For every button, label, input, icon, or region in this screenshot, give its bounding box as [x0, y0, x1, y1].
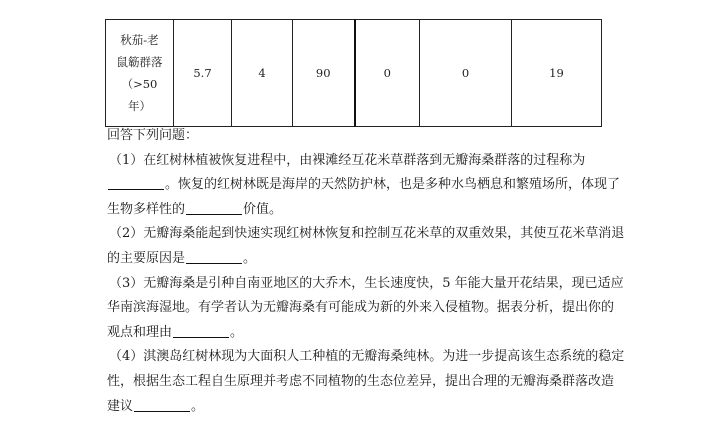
table-cell: 90: [293, 20, 355, 127]
community-name-line: 年）: [128, 99, 151, 113]
question-2-line-1: （2）无瓣海桑能起到快速实现红树林恢复和控制互花米草的双重效果，其使互花米草消退: [109, 226, 625, 242]
community-name-cell: [106, 20, 174, 127]
table-cell: 4: [232, 20, 293, 127]
question-3-line-3: [107, 321, 667, 346]
community-data-table: [105, 19, 602, 127]
community-name-line: （>50: [121, 77, 158, 91]
question-1-text: 。恢复的红树林既是海岸的天然防护林，也是多种水鸟栖息和繁殖场所，体现了: [165, 177, 621, 193]
question-2-text: 。: [243, 250, 257, 266]
community-name-line: 鼠簕群落: [116, 55, 163, 69]
question-1-line-3: [107, 198, 667, 223]
table-row: [106, 20, 602, 127]
question-3-line-2: 华南滨海湿地。有学者认为无瓣海桑有可能成为新的外来入侵植物。据表分析，提出你的: [107, 300, 615, 316]
answer-blank-4[interactable]: [134, 397, 190, 412]
question-4-line-2: 性，根据生态工程自生原理并考虑不同植物的生态位差异，提出合理的无瓣海桑群落改造: [107, 373, 615, 389]
questions-section: [107, 124, 667, 419]
community-name-line: 秋茄-老: [120, 33, 159, 47]
question-4-text: 。: [191, 398, 205, 414]
answer-blank-1a[interactable]: [108, 175, 164, 190]
question-1-line-2: [107, 173, 667, 198]
question-4-text: 建议: [107, 398, 134, 414]
question-3-text: 观点和理由: [107, 324, 173, 340]
question-1-text: 价值。: [243, 201, 283, 217]
answer-blank-3[interactable]: [173, 323, 229, 338]
table-cell: 0: [355, 20, 420, 127]
table-cell: 0: [420, 20, 512, 127]
table-cell: 5.7: [174, 20, 232, 127]
table-cell: 19: [512, 20, 602, 127]
question-3-line-1: （3）无瓣海桑是引种自南亚地区的大乔木，生长速度快，5 年能大量开花结果，现已适应: [109, 275, 624, 291]
question-3-text: 。: [230, 324, 244, 340]
question-2-line-2: [107, 247, 667, 272]
question-2-text: 的主要原因是: [107, 250, 186, 266]
question-1-text: 生物多样性的: [107, 201, 186, 217]
questions-intro: 回答下列问题：: [107, 128, 199, 143]
answer-blank-2[interactable]: [186, 249, 242, 264]
question-4-line-1: （4）淇澳岛红树林现为大面积人工种植的无瓣海桑纯林。为进一步提高该生态系统的稳定: [109, 349, 625, 365]
question-4-line-3: [107, 395, 667, 420]
answer-blank-1b[interactable]: [186, 200, 242, 215]
question-1-line-1: （1）在红树林植被恢复进程中，由裸滩经互花米草群落到无瓣海桑群落的过程称为: [109, 152, 586, 168]
